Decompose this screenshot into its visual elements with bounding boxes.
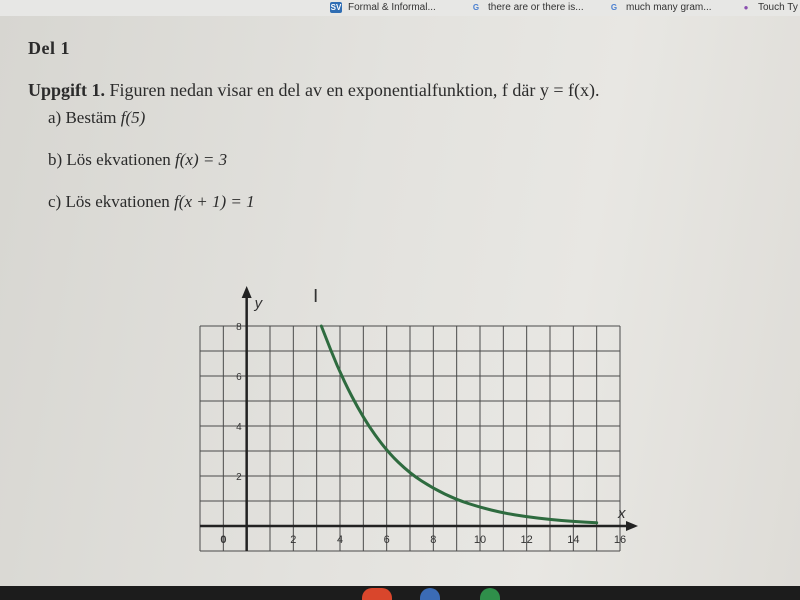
google-icon: G xyxy=(472,2,480,12)
subtask-b xyxy=(48,150,227,170)
bookmarks-bar xyxy=(0,0,800,16)
document-page xyxy=(0,16,800,586)
bookmark-touch-typing[interactable] xyxy=(740,0,798,14)
x-tick-label: 10 xyxy=(473,534,487,546)
app-icon[interactable] xyxy=(362,588,392,600)
x-tick-label: 12 xyxy=(520,534,533,546)
bookmark-label: Formal & Informal... xyxy=(348,1,436,13)
task-text: Figuren nedan visar en del av en exponentialfunktion, f där y = f(x). xyxy=(109,80,600,100)
subtask-text: Lös ekvationen xyxy=(65,192,170,211)
bookmark-much-many[interactable] xyxy=(608,0,712,14)
y-tick-label: 8 xyxy=(236,322,242,333)
subtask-label: a) xyxy=(48,108,62,127)
exponential-graph xyxy=(180,266,640,556)
app-icon[interactable] xyxy=(420,588,440,600)
bookmark-label: Touch Ty xyxy=(758,1,798,13)
touch-typing-icon: ● xyxy=(743,2,749,12)
bookmark-formal-informal[interactable] xyxy=(330,0,436,14)
subtask-label: c) xyxy=(48,192,62,211)
app-icon[interactable] xyxy=(480,588,500,600)
x-axis-label: x xyxy=(618,505,626,522)
bookmark-there-are[interactable] xyxy=(470,0,584,14)
subtask-text: Lös ekvationen xyxy=(66,150,171,169)
x-tick-label: 14 xyxy=(567,534,580,546)
tick-labels xyxy=(236,322,626,546)
y-tick-label: 4 xyxy=(236,422,242,433)
x-tick-label: 16 xyxy=(613,534,627,546)
subtask-label: b) xyxy=(48,150,63,169)
x-axis-arrow-icon xyxy=(626,521,638,531)
subtask-math: f(5) xyxy=(120,108,146,127)
taskbar xyxy=(0,586,800,600)
origin-label: 0 xyxy=(220,534,227,546)
task-statement xyxy=(28,80,600,101)
grid xyxy=(200,326,620,551)
x-tick-label: 4 xyxy=(336,534,344,546)
subtask-text: Bestäm xyxy=(65,108,117,127)
subtask-c xyxy=(48,192,255,212)
x-tick-label: 6 xyxy=(383,534,390,546)
subtask-math: f(x) = 3 xyxy=(175,150,228,169)
curve xyxy=(321,326,596,523)
subtask-a xyxy=(48,108,145,128)
task-number: Uppgift 1. xyxy=(28,80,106,100)
section-title: Del 1 xyxy=(28,38,70,58)
bookmark-label: much many gram... xyxy=(626,1,712,13)
x-tick-label: 2 xyxy=(290,534,297,546)
y-tick-label: 6 xyxy=(236,372,242,383)
subtask-math: f(x + 1) = 1 xyxy=(174,192,255,211)
sv-bookmark-icon: SV xyxy=(330,2,342,12)
x-tick-label: 8 xyxy=(430,534,437,546)
bookmark-label: there are or there is... xyxy=(488,1,584,13)
y-axis-label: y xyxy=(254,295,263,312)
text-cursor-icon: I xyxy=(313,286,319,307)
series-line xyxy=(321,326,596,523)
google-icon: G xyxy=(610,2,618,12)
y-axis-arrow-icon xyxy=(242,286,252,298)
y-tick-label: 2 xyxy=(236,472,242,483)
